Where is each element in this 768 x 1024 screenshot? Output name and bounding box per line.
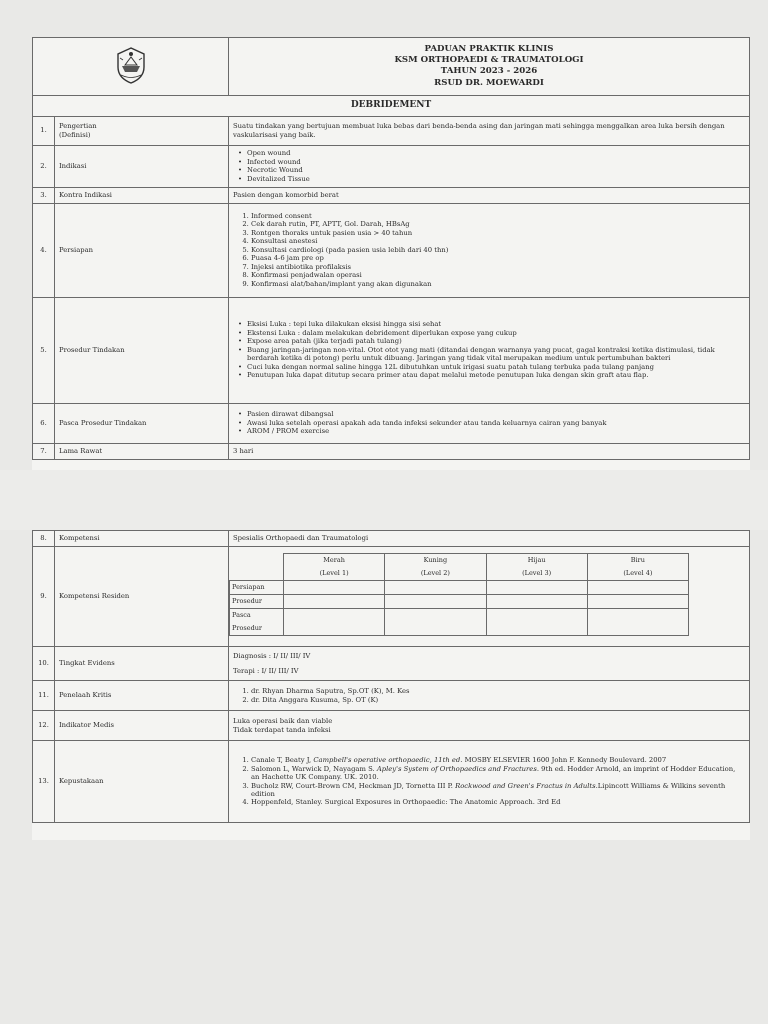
row-number: 13. bbox=[33, 741, 55, 823]
document-title: DEBRIDEMENT bbox=[33, 95, 750, 116]
competency-row-label: Prosedur bbox=[230, 622, 284, 636]
row-label: Penelaah Kritis bbox=[55, 681, 229, 711]
list-item: • Ekstensi Luka : dalam melakukan debridement diperlukan expose yang cukup bbox=[247, 329, 745, 337]
level-cell bbox=[587, 581, 688, 595]
level-cell bbox=[385, 581, 486, 595]
ppk-table-2 bbox=[32, 530, 750, 823]
level-color-header: Kuning bbox=[385, 554, 486, 568]
list-item: 4. Konsultasi anestesi bbox=[251, 237, 745, 245]
header-line-3: TAHUN 2023 - 2026 bbox=[440, 66, 538, 77]
row-content: Spesialis Orthopaedi dan Traumatologi bbox=[229, 531, 750, 547]
reference-list bbox=[233, 756, 745, 807]
level-cell bbox=[284, 595, 385, 609]
row-number: 11. bbox=[33, 681, 55, 711]
competency-level-table bbox=[229, 553, 749, 636]
ref-title: Campbell's operative orthopaedic, 11th ed. bbox=[313, 756, 463, 765]
table-row-13 bbox=[33, 741, 750, 823]
list-item: 1. Informed consent bbox=[251, 212, 745, 220]
row-content: Suatu tindakan yang bertujuan membuat luka bebas dari benda-benda asing dan jaringan mati sehingga menggalkan area luka bersih dengan vaskularisasi yang baik. bbox=[229, 116, 750, 145]
evidence-therapy: Terapi : I/ II/ III/ IV bbox=[233, 667, 299, 675]
list-item: 4. Hoppenfeld, Stanley. Surgical Exposures in Orthopaedic: The Anatomic Approach. 3rd Ed bbox=[251, 798, 745, 806]
row-label: Lama Rawat bbox=[55, 443, 229, 459]
row-content: Pasien dengan komorbid berat bbox=[229, 187, 750, 203]
list-item: 6. Puasa 4-6 jam pre op bbox=[251, 254, 745, 262]
empty-cell bbox=[689, 622, 749, 636]
list-item: • Eksisi Luka : tepi luka dilakukan eksisi hingga sisi sehat bbox=[247, 320, 745, 328]
empty-cell bbox=[230, 554, 284, 568]
row-label: Pasca Prosedur Tindakan bbox=[55, 403, 229, 443]
level-number-header: (Level 1) bbox=[284, 567, 385, 581]
row-content bbox=[229, 203, 750, 297]
empty-cell bbox=[689, 595, 749, 609]
row-label: Indikator Medis bbox=[55, 711, 229, 741]
list-item: 3. Rontgen thoraks untuk pasien usia > 40 tahun bbox=[251, 229, 745, 237]
level-cell bbox=[385, 595, 486, 609]
level-cell bbox=[385, 609, 486, 636]
ref-publisher: MOSBY ELSEVIER 1600 John F. Kennedy Boulevard. 2007 bbox=[462, 756, 667, 765]
table-row-5 bbox=[33, 297, 750, 403]
indikasi-list bbox=[233, 149, 745, 183]
list-item bbox=[251, 782, 745, 799]
row-number: 3. bbox=[33, 187, 55, 203]
table-row-3 bbox=[33, 187, 750, 203]
list-item: 1. dr. Rhyan Dharma Saputra, Sp.OT (K), M. Kes bbox=[251, 687, 745, 695]
table-row-11 bbox=[33, 681, 750, 711]
row-label: Kompetensi Residen bbox=[55, 547, 229, 647]
evidence-diagnosis: Diagnosis : I/ II/ III/ IV bbox=[233, 651, 311, 660]
list-item: • Cuci luka dengan normal saline hingga 12L dibutuhkan untuk irigasi suatu patah tulang terbuka pada tulang panjang bbox=[247, 363, 745, 371]
header-line-4: RSUD DR. MOEWARDI bbox=[434, 77, 544, 88]
list-item: • Infected wound bbox=[247, 158, 745, 166]
list-item bbox=[251, 756, 745, 764]
header-line-1: PADUAN PRAKTIK KLINIS bbox=[424, 44, 554, 54]
ref-publisher: Lipincott Williams & Wilkins seventh edition bbox=[251, 781, 726, 798]
level-number-header: (Level 2) bbox=[385, 567, 486, 581]
list-item: • Pasien dirawat dibangsal bbox=[247, 410, 745, 418]
row-content bbox=[229, 403, 750, 443]
ref-publisher: 9th ed. Hodder Arnold, an imprint of Hodder Education, an Hachette UK Company. UK. 2010. bbox=[251, 764, 736, 782]
reviewer-list bbox=[233, 687, 745, 704]
row-label: Tingkat Evidens bbox=[55, 647, 229, 681]
level-number-header: (Level 3) bbox=[486, 567, 587, 581]
list-item: • Necrotic Wound bbox=[247, 166, 745, 174]
empty-cell bbox=[689, 554, 749, 568]
competency-row-label: Prosedur bbox=[230, 595, 284, 609]
prosedur-list bbox=[233, 320, 745, 379]
row-number: 5. bbox=[33, 297, 55, 403]
ref-title: Rockwood and Green's Fractus in Adults. bbox=[455, 781, 598, 790]
level-cell bbox=[284, 609, 385, 636]
ref-authors: Canale T, Beaty J, bbox=[251, 756, 314, 765]
table-row-10 bbox=[33, 647, 750, 681]
level-number-header: (Level 4) bbox=[587, 567, 688, 581]
list-item: • Open wound bbox=[247, 149, 745, 157]
ref-authors: Salomon L, Warwick D, Nayagam S. bbox=[251, 764, 377, 773]
level-cell bbox=[486, 581, 587, 595]
ref-title: Apley's System of Orthopaedics and Fractures. bbox=[376, 764, 539, 773]
table-row-12 bbox=[33, 711, 750, 741]
header-line-2: KSM ORTHOPAEDI & TRAUMATOLOGI bbox=[394, 55, 584, 66]
row-number: 10. bbox=[33, 647, 55, 681]
list-item: • Penutupan luka dapat ditutup secara primer atau dapat melalui metode penutupan luka dengan skin graft atau flap. bbox=[247, 371, 745, 379]
indicator-line: Luka operasi baik dan viable bbox=[233, 717, 333, 726]
row-label: Indikasi bbox=[55, 145, 229, 187]
empty-cell bbox=[230, 567, 284, 581]
level-cell bbox=[587, 595, 688, 609]
level-cell bbox=[486, 595, 587, 609]
list-item: 8. Konfirmasi penjadwalan operasi bbox=[251, 271, 745, 279]
row-content bbox=[229, 145, 750, 187]
competency-row-label: Persiapan bbox=[230, 581, 284, 595]
ppk-table-1 bbox=[32, 37, 750, 460]
level-cell bbox=[486, 609, 587, 636]
competency-row-label: Pasca bbox=[230, 609, 284, 623]
row-label: Prosedur Tindakan bbox=[55, 297, 229, 403]
table-row-4 bbox=[33, 203, 750, 297]
indicator-line: Tidak terdapat tanda infeksi bbox=[233, 725, 331, 734]
row-content bbox=[229, 741, 750, 823]
document-header bbox=[229, 38, 750, 96]
list-item: • Devitalized Tissue bbox=[247, 175, 745, 183]
row-label: Persiapan bbox=[55, 203, 229, 297]
empty-cell bbox=[689, 609, 749, 623]
list-item: • Expose area patah (jika terjadi patah tulang) bbox=[247, 337, 745, 345]
table-row-8 bbox=[33, 531, 750, 547]
table-row-2 bbox=[33, 145, 750, 187]
page-gap bbox=[0, 470, 768, 530]
table-row-6 bbox=[33, 403, 750, 443]
table-row-9 bbox=[33, 547, 750, 647]
row-label: Kompetensi bbox=[55, 531, 229, 547]
row-content bbox=[229, 547, 750, 647]
level-color-header: Hijau bbox=[486, 554, 587, 568]
logo-cell bbox=[33, 38, 229, 96]
level-cell bbox=[284, 581, 385, 595]
row-content: 3 hari bbox=[229, 443, 750, 459]
list-item: 2. dr. Dita Anggara Kusuma, Sp. OT (K) bbox=[251, 696, 745, 704]
row-number: 4. bbox=[33, 203, 55, 297]
row-number: 9. bbox=[33, 547, 55, 647]
row-number: 7. bbox=[33, 443, 55, 459]
row-content bbox=[229, 681, 750, 711]
ref-authors: Bucholz RW, Court-Brown CM, Heckman JD, Tornetta III P. bbox=[251, 781, 456, 790]
row-content bbox=[229, 297, 750, 403]
list-item: • Buang jaringan-jaringan non-vital. Otot otot yang mati (ditandai dengan warnanya yang pucat, gagal kontraksi ketika distimulasi, tidak berdarah ketika di potong) perlu untuk dibuang. Jaringan yang tidak vital merupakan medium untuk pertumbuhan bakteri bbox=[247, 346, 745, 363]
level-color-header: Merah bbox=[284, 554, 385, 568]
list-item: 2. Cek darah rutin, PT, APTT, Gol. Darah, HBsAg bbox=[251, 220, 745, 228]
row-number: 12. bbox=[33, 711, 55, 741]
row-label: Kepustakaan bbox=[55, 741, 229, 823]
document-page-1 bbox=[32, 37, 750, 470]
table-row-1 bbox=[33, 116, 750, 145]
persiapan-list bbox=[233, 212, 745, 288]
list-item: • Awasi luka setelah operasi apakah ada tanda infeksi sekunder atau tanda keluarnya cairan yang banyak bbox=[247, 419, 745, 427]
empty-cell bbox=[689, 567, 749, 581]
row-content bbox=[229, 711, 750, 741]
document-page-2 bbox=[32, 530, 750, 840]
row-label: Kontra Indikasi bbox=[55, 187, 229, 203]
pasca-list bbox=[233, 410, 745, 435]
list-item: 7. Injeksi antibiotika profilaksis bbox=[251, 263, 745, 271]
table-row-7 bbox=[33, 443, 750, 459]
row-content bbox=[229, 647, 750, 681]
hospital-logo-icon bbox=[111, 45, 151, 85]
row-number: 8. bbox=[33, 531, 55, 547]
row-label: Pengertian (Definisi) bbox=[55, 116, 229, 145]
row-number: 1. bbox=[33, 116, 55, 145]
list-item: • AROM / PROM exercise bbox=[247, 427, 745, 435]
row-number: 2. bbox=[33, 145, 55, 187]
empty-cell bbox=[689, 581, 749, 595]
list-item bbox=[251, 765, 745, 782]
list-item: 9. Konfirmasi alat/bahan/implant yang akan digunakan bbox=[251, 280, 745, 288]
level-color-header: Biru bbox=[587, 554, 688, 568]
list-item: 5. Konsultasi cardiologi (pada pasien usia lebih dari 40 thn) bbox=[251, 246, 745, 254]
level-cell bbox=[587, 609, 688, 636]
row-number: 6. bbox=[33, 403, 55, 443]
